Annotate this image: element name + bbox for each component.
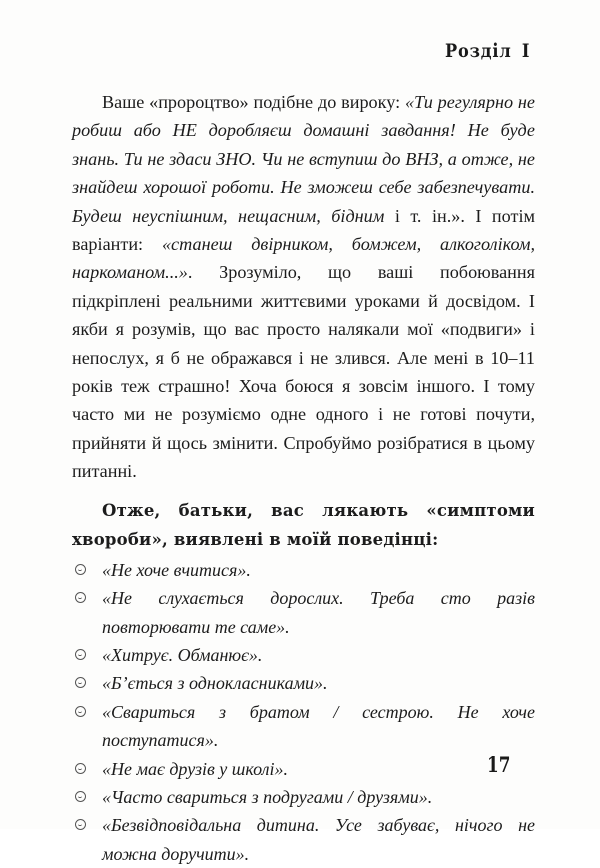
- quote-prophecy-end: і т. ін.».: [384, 205, 465, 226]
- chapter-label: Розділ: [444, 40, 512, 62]
- paragraph-intro: Ваше «пророцтво» подібне до вироку:: [102, 92, 405, 112]
- quote-prophecy: «Ти регулярно не робиш або НЕ доробляєш домашні завдання! Не буде знань. Ти не здаси ЗНО. Чи не вступиш до ВНЗ, а отже, не знайдеш хорошої роботи. Не зможеш себе забезпечувати. Будеш неуспішним, нещасним, бідним: [72, 92, 536, 226]
- list-item: [72, 698, 535, 755]
- list-item-text: «Часто свариться з подругами / друзями».: [102, 786, 433, 807]
- list-item-text: «Б’ється з однокласниками».: [102, 673, 328, 694]
- list-item: [72, 556, 535, 584]
- paragraph-prophecy: [72, 88, 535, 486]
- running-header: [445, 40, 530, 62]
- smiley-circle-icon: [75, 649, 86, 660]
- smiley-circle-icon: [75, 706, 86, 717]
- smiley-circle-icon: [75, 763, 86, 774]
- page-number: 17: [487, 752, 511, 777]
- list-item: [72, 811, 535, 868]
- list-item: [72, 641, 535, 669]
- list-item-text: «Не хоче вчитися».: [102, 559, 251, 580]
- smiley-circle-icon: [75, 564, 86, 575]
- paragraph-symptoms-intro: Отже, батьки, вас лякають «симптоми хвороби», виявлені в моїй поведінці:: [72, 500, 535, 549]
- list-item-text: «Свариться з братом / сестрою. Не хоче поступатися».: [102, 701, 535, 751]
- list-item-text: «Не слухається дорослих. Треба сто разів повторювати те саме».: [102, 588, 535, 637]
- quote-variants: «станеш двірником, бомжем, алкоголіком, наркоманом...»: [72, 234, 536, 283]
- list-item: [72, 755, 535, 783]
- smiley-circle-icon: [75, 677, 86, 688]
- paragraph-middle: І потім варіанти:: [72, 205, 536, 255]
- list-item: [72, 584, 535, 641]
- list-item-text: «Не має друзів у школі».: [102, 758, 288, 779]
- smiley-circle-icon: [75, 791, 86, 802]
- smiley-circle-icon: [75, 592, 86, 603]
- symptoms-list: [72, 556, 535, 868]
- list-item-text: «Безвідповідальна дитина. Усе забуває, нічого не можна доручити».: [102, 815, 535, 864]
- paragraph-rest: . Зрозуміло, що ваші побоювання підкріплені реальними життєвими уроками й досвідом. І якби я розумів, що вас просто налякали мої «подвиги» і непослух, я б не ображався і не злився. Але мені в 10–11 років теж страшно! Хоча боюся я зовсім іншого. І тому часто ми не розуміємо одне одного і не готові почути, прийняти й щось змінити. Спробуймо розібратися в цьому питанні.: [72, 262, 535, 482]
- chapter-number: I: [521, 40, 530, 62]
- list-item: [72, 783, 535, 811]
- list-item-text: «Хитрує. Обманює».: [102, 644, 263, 665]
- body-text: [72, 88, 535, 868]
- list-item: [72, 669, 535, 697]
